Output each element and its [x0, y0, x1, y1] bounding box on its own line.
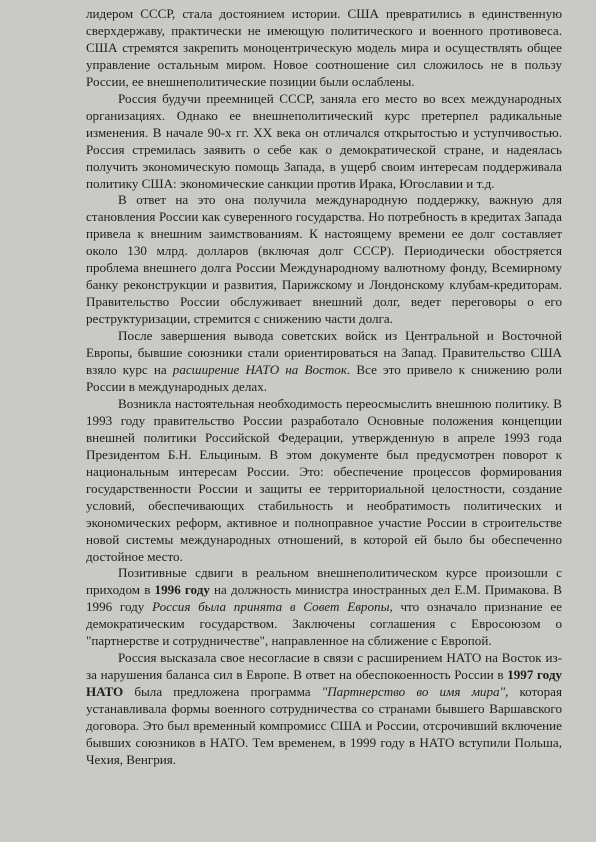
- italic-text: "Партнерство во имя мира": [321, 684, 506, 700]
- text-run: была предложена программа: [123, 684, 322, 700]
- italic-text: Россия была принята в Совет Европы: [152, 599, 390, 615]
- paragraph: [86, 192, 562, 328]
- paragraph: [86, 91, 562, 193]
- text-run: Возникла настоятельная необходимость переосмыслить внешнюю политику. В 1993 году правительство России разработало Основные положения концепции внешней политики Российской Федерации, утвержденную в апреле 1993 года Президентом Б.Н. Ельциным. В этом документе был предусмотрен поворот к национальным интересам России. Это: обеспечение процессов формирования государственности России и защиты ее территориальной целостности, создание условий, обеспечивающих стабильность и необратимость политических и экономических реформ, активное и полноправное участие России в строительстве новой системы международных отношений, в которой ей было бы обеспеченно достойное место.: [86, 395, 562, 564]
- text-run: , которая устанавливала формы военного сотрудничества со странами бывшего Варшавского договора. Это был временный компромисс США и России, отсрочивший включение бывших союзников в НАТО. Тем временем, в 1999 году в НАТО вступили Польша, Чехия, Венгрия.: [86, 684, 562, 767]
- text-run: на должность министра иностранных дел Е.М. Примакова. В 1996 году: [86, 582, 562, 615]
- text-run: . Все это привело к снижению роли России в международных делах.: [86, 362, 562, 394]
- paragraph: [86, 396, 562, 566]
- text-run: Позитивные сдвиги в реальном внешнеполитическом курсе произошли с приходом в: [86, 565, 562, 598]
- text-run: В ответ на это она получила международную поддержку, важную для становления России как суверенного государства. Но потребность в кредитах Запада привела к внешним заимствованиям. К настоящему времени ее долг составляет около 130 млрд. долларов (включая долг СССР). Периодически обостряется проблема внешнего долга России Международному валютному фонду, Всемирному банку реконструкции и развития, Парижскому и Лондонскому клубам-кредиторам. Правительство России обслуживает внешний долг, ведет переговоры о его реструктуризации, стремится с снижению части долга.: [86, 192, 562, 327]
- text-run: Россия будучи преемницей СССР, заняла его место во всех международных организациях. Однако ее внешнеполитический курс претерпел радикальные изменения. В начале 90-х гг. XX века он отличался открытостью и уступчивостью. Россия стремилась заявить о себе как о демократической стране, и надеялась получить экономическую помощь Запада, в ущерб своим интересам поддерживала политику США: экономические санкции против Ирака, Югославии и т.д.: [86, 90, 562, 191]
- text-run: , что означало признание ее демократическим государством. Заключены соглашения с Евросоюзом о "партнерстве и сотрудничестве", направленное на сближение с Европой.: [86, 599, 562, 649]
- paragraph: [86, 6, 562, 91]
- paragraph: [86, 565, 562, 650]
- italic-text: расширение НАТО на Восток: [172, 362, 347, 378]
- document-body: [86, 6, 562, 769]
- bold-text: 1996 году: [154, 582, 210, 598]
- text-run: Россия высказала свое несогласие в связи с расширением НАТО на Восток из-за нарушения баланса сил в Европе. В ответ на обеспокоенность России в: [86, 650, 562, 683]
- text-run: лидером СССР, стала достоянием истории. США превратились в единственную сверхдержаву, практически не имеющую политического и военного противовеса. США стремятся закрепить моноцентрическую модель мира и осуществлять общее управление остальным миром. Новое соотношение сил сложилось не в пользу России, ее внешнеполитические позиции были ослаблены.: [86, 6, 562, 89]
- paragraph: [86, 328, 562, 396]
- bold-text: 1997 году НАТО: [86, 667, 563, 700]
- text-run: После завершения вывода советских войск из Центральной и Восточной Европы, бывшие союзники стали ориентироваться на Запад. Правительство США взяло курс на: [86, 328, 562, 378]
- paragraph: [86, 650, 562, 769]
